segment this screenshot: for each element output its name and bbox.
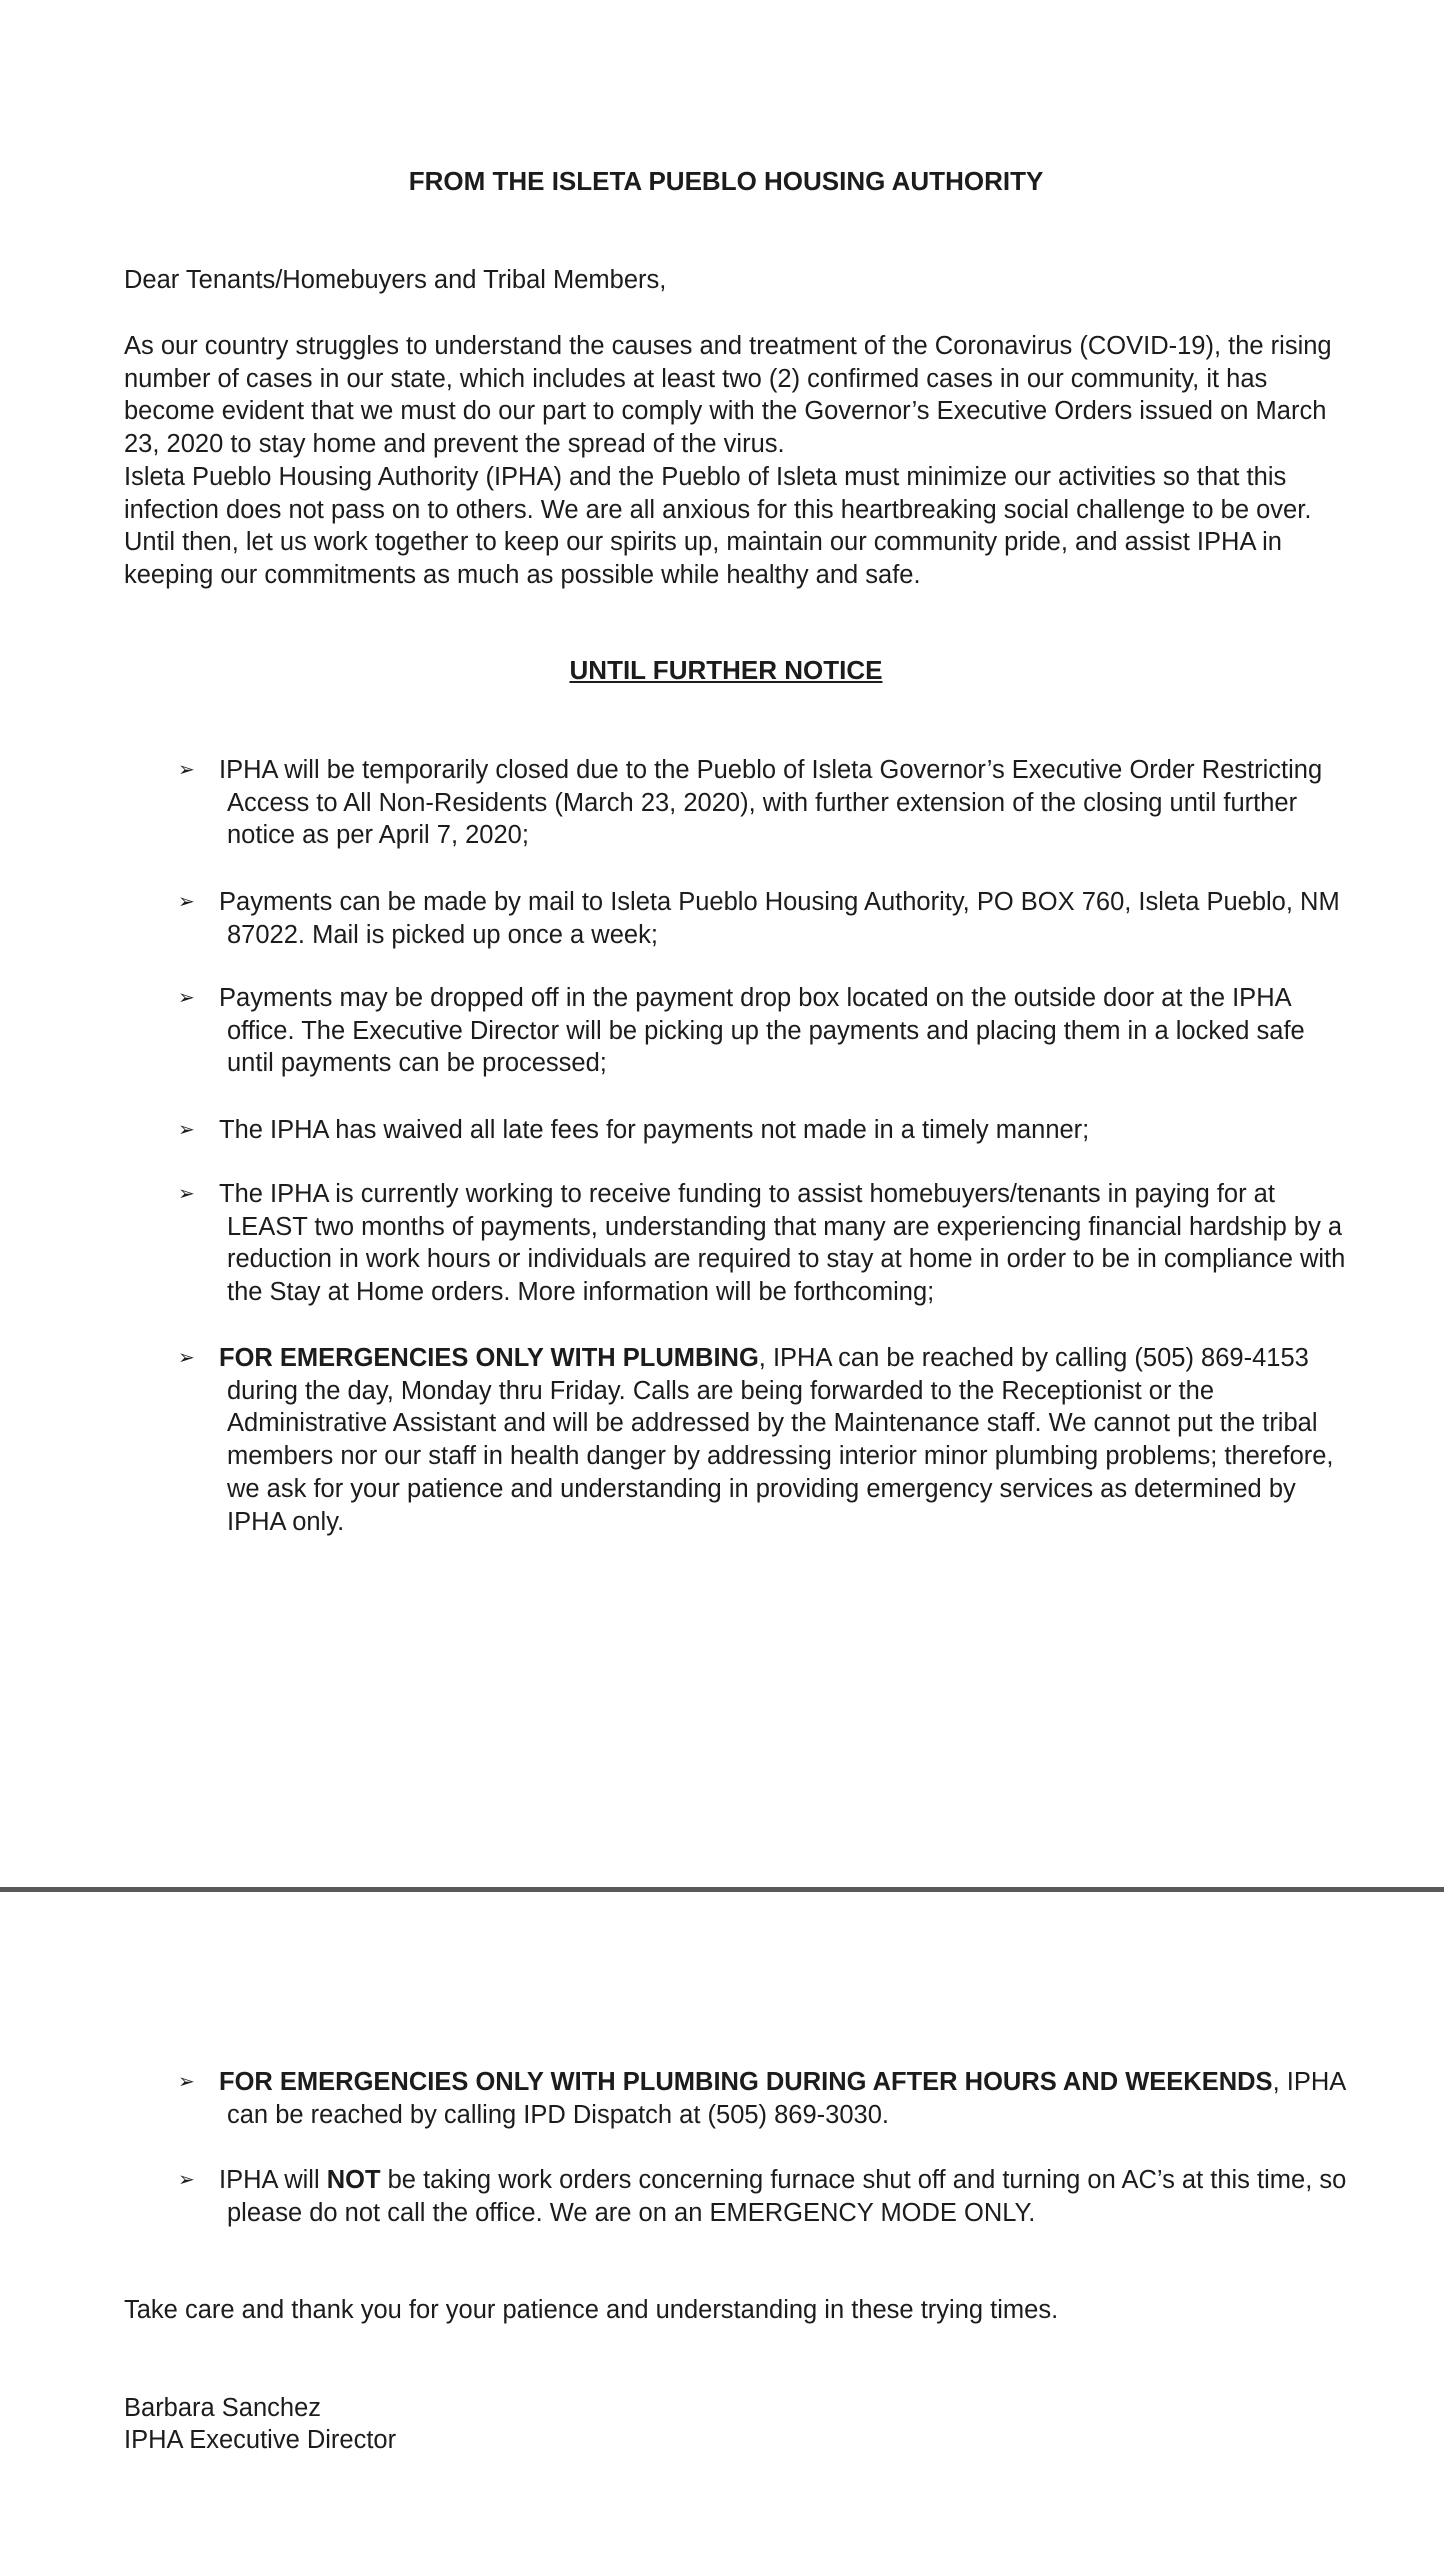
bullet-bold-lead: FOR EMERGENCIES ONLY WITH PLUMBING bbox=[219, 1344, 759, 1372]
letter-header: FROM THE ISLETA PUEBLO HOUSING AUTHORITY bbox=[408, 166, 1044, 196]
intro-paragraph-1: As our country struggles to understand the causes and treatment of the Coronavirus (COVID-19), the rising number of cases in our state, which includes at least two (2) confirmed cases in our community, it has become evident that we must do our part to comply with the Governor’s Executive Orders issued on March 23, 2020 to stay home and prevent the spread of the virus. bbox=[124, 332, 1332, 459]
bullet-item bbox=[178, 886, 1353, 951]
notice-heading: UNTIL FURTHER NOTICE bbox=[569, 655, 883, 685]
page-divider bbox=[0, 1887, 1444, 1892]
intro-paragraph-2: Isleta Pueblo Housing Authority (IPHA) and the Pueblo of Isleta must minimize our activities so that this infection does not pass on to others. We are all anxious for this heartbreaking social challenge to be over. Until then, let us work together to keep our spirits up, maintain our community pride, and assist IPHA in keeping our commitments as much as possible while healthy and safe. bbox=[124, 462, 1312, 589]
bullet-bold-lead: FOR EMERGENCIES ONLY WITH PLUMBING DURING AFTER HOURS AND WEEKENDS bbox=[219, 2068, 1273, 2096]
bullet-text-wrapper bbox=[219, 2164, 1353, 2229]
bullet-text: Payments may be dropped off in the payment drop box located on the outside door at the IPHA office. The Executive Director will be picking up the payments and placing them in a locked safe until payments can be processed; bbox=[219, 984, 1305, 1078]
bullet-text: , IPHA can be reached by calling (505) 869-4153 during the day, Monday thru Friday. Calls are being forwarded to the Receptionist or the Administrative Assistant and will be addressed by the Maintenance staff. We cannot put the tribal members nor our staff in health danger by addressing interior minor plumbing problems; therefore, we ask for your patience and understanding in providing emergency services as determined by IPHA only. bbox=[227, 1344, 1334, 1536]
bullet-text: IPHA will be temporarily closed due to the Pueblo of Isleta Governor’s Executive Order Restricting Access to All Non-Residents (March 23, 2020), with further extension of the closing until further notice as per April 7, 2020; bbox=[219, 756, 1323, 850]
bullet-text: be taking work orders concerning furnace shut off and turning on AC’s at this time, so please do not call the office. We are on an EMERGENCY MODE ONLY. bbox=[227, 2166, 1347, 2227]
arrow-bullet-icon: ➢ bbox=[178, 1183, 195, 1205]
bullet-item-no-work-orders bbox=[178, 2164, 1353, 2229]
bullet-item bbox=[178, 1114, 1353, 1147]
arrow-bullet-icon: ➢ bbox=[178, 987, 195, 1009]
salutation: Dear Tenants/Homebuyers and Tribal Members, bbox=[124, 266, 667, 294]
arrow-bullet-icon: ➢ bbox=[178, 759, 195, 781]
bullet-bold-emphasis: NOT bbox=[326, 2166, 381, 2194]
bullet-item bbox=[178, 982, 1353, 1080]
bullet-text: The IPHA has waived all late fees for payments not made in a timely manner; bbox=[219, 1116, 1090, 1144]
arrow-bullet-icon: ➢ bbox=[178, 1119, 195, 1141]
bullet-text: , IPHA can be reached by calling IPD Dispatch at (505) 869-3030. bbox=[227, 2068, 1345, 2129]
bullet-item-emergency-after-hours bbox=[178, 2066, 1353, 2131]
arrow-bullet-icon: ➢ bbox=[178, 891, 195, 913]
signer-title: IPHA Executive Director bbox=[124, 2426, 397, 2454]
arrow-bullet-icon: ➢ bbox=[178, 2169, 195, 2191]
bullet-text: The IPHA is currently working to receive funding to assist homebuyers/tenants in paying for at LEAST two months of payments, understanding that many are experiencing financial hardship by a reduction in work hours or individuals are required to stay at home in order to be in compliance with the Stay at Home orders. More information will be forthcoming; bbox=[219, 1180, 1346, 1307]
arrow-bullet-icon: ➢ bbox=[178, 2071, 195, 2093]
bullet-text-wrapper bbox=[219, 2066, 1353, 2131]
bullet-text-pre: IPHA will bbox=[219, 2166, 327, 2194]
signer-name: Barbara Sanchez bbox=[124, 2394, 322, 2422]
closing-line: Take care and thank you for your patience and understanding in these trying times. bbox=[124, 2296, 1059, 2324]
bullet-text-wrapper bbox=[219, 1342, 1353, 1538]
arrow-bullet-icon: ➢ bbox=[178, 1347, 195, 1369]
bullet-text: Payments can be made by mail to Isleta Pueblo Housing Authority, PO BOX 760, Isleta Pueblo, NM 87022. Mail is picked up once a week; bbox=[219, 888, 1340, 949]
intro-section bbox=[124, 330, 1339, 592]
bullet-item bbox=[178, 1178, 1353, 1309]
bullet-item bbox=[178, 754, 1353, 852]
bullet-item-emergency-daytime bbox=[178, 1342, 1353, 1538]
